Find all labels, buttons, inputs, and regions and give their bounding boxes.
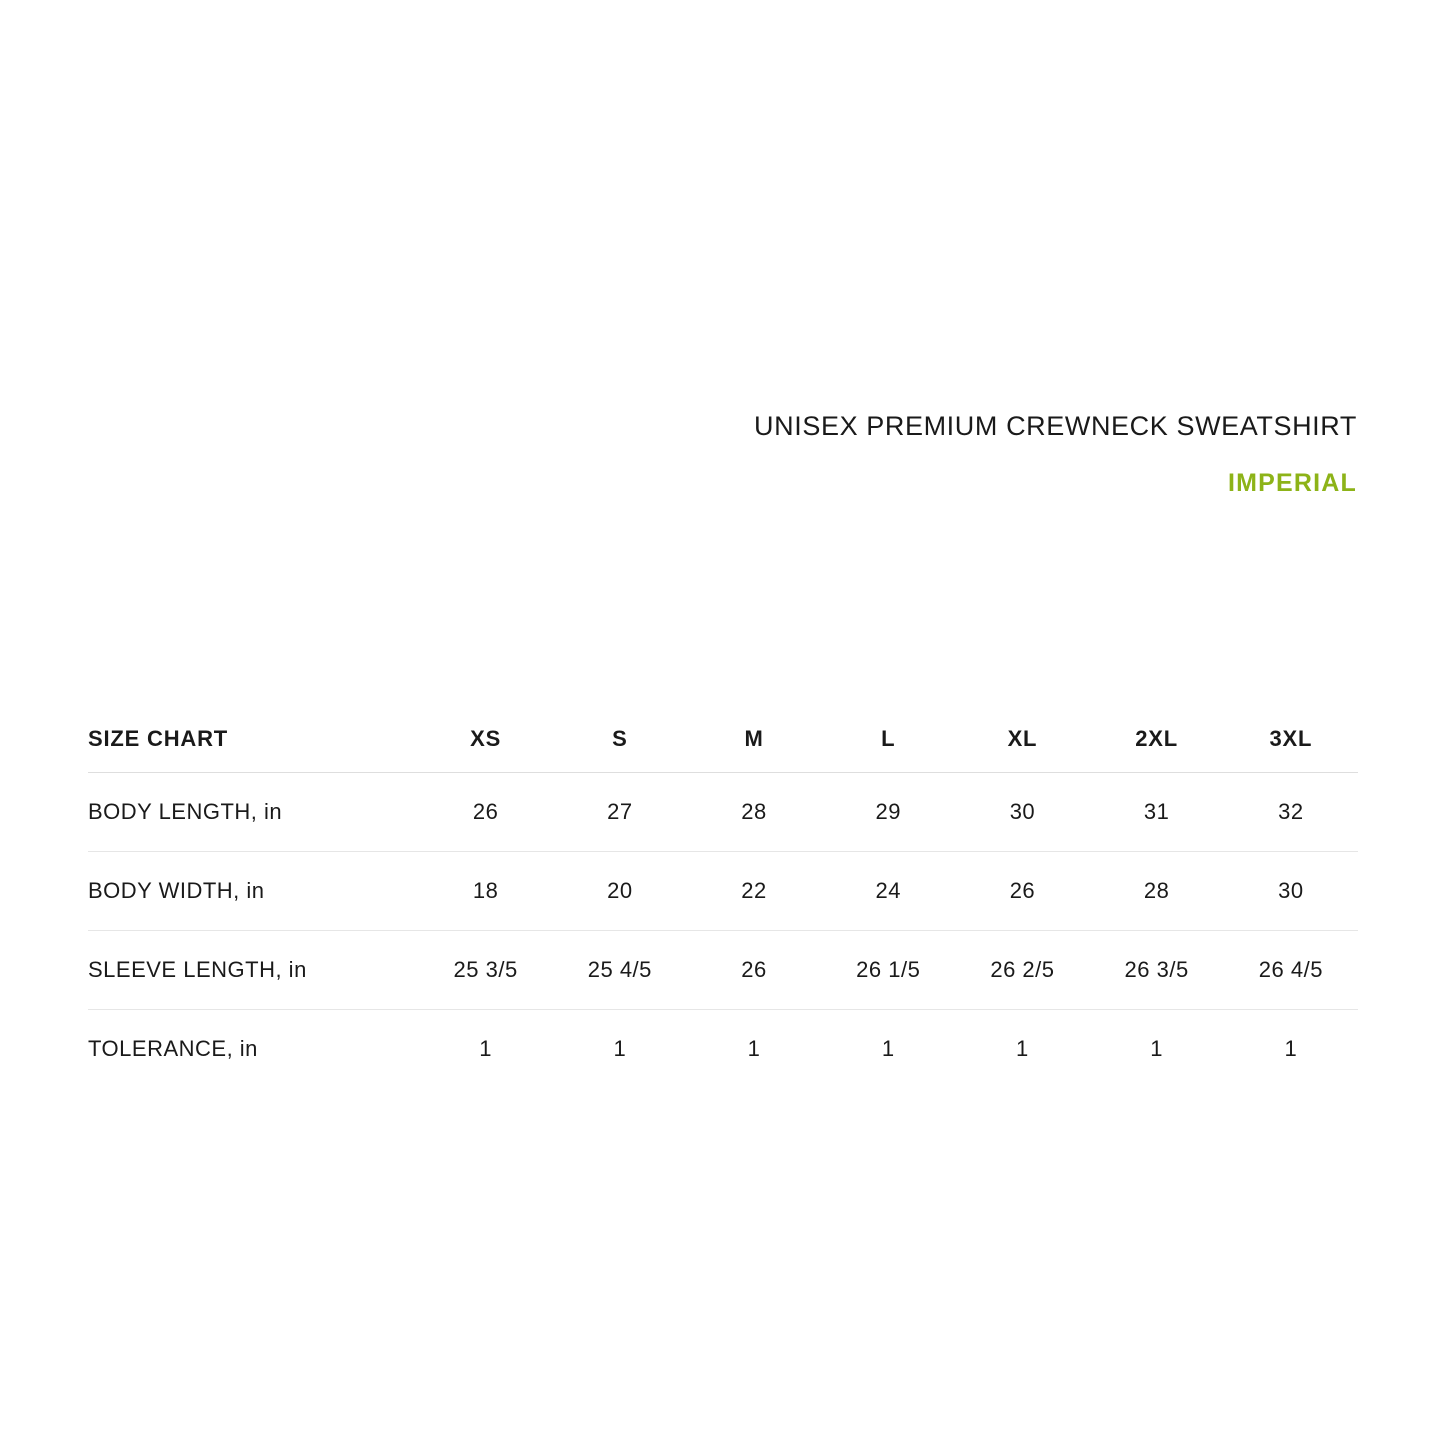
cell-tolerance-3xl: 1 bbox=[1284, 1036, 1298, 1062]
size-header-m: M bbox=[687, 706, 821, 773]
row-label-body-length: BODY LENGTH, in bbox=[88, 773, 419, 852]
unit-system-label: IMPERIAL bbox=[1227, 469, 1357, 498]
cell-tolerance-2xl: 1 bbox=[1150, 1036, 1163, 1062]
table-row bbox=[88, 773, 1358, 852]
size-header-l: L bbox=[821, 706, 955, 773]
cell-body-length-2xl: 31 bbox=[1090, 773, 1224, 852]
table-body bbox=[88, 773, 1358, 1089]
size-header-xs: XS bbox=[419, 706, 553, 773]
size-chart-table bbox=[88, 706, 1358, 1089]
page-title: UNISEX PREMIUM CREWNECK SWEATSHIRT bbox=[754, 411, 1357, 441]
table-row bbox=[88, 931, 1358, 1010]
cell-body-width-xl: 26 bbox=[955, 852, 1089, 931]
size-header-3xl: 3XL bbox=[1224, 706, 1358, 773]
cell-sleeve-length-xs: 25 3/5 bbox=[419, 931, 553, 1010]
chart-header bbox=[754, 410, 1357, 498]
cell-sleeve-length-3xl: 26 4/5 bbox=[1224, 931, 1358, 1010]
cell-body-width-2xl: 28 bbox=[1090, 852, 1224, 931]
cell-body-width-m: 22 bbox=[687, 852, 821, 931]
cell-body-length-xs: 26 bbox=[419, 773, 553, 852]
table-corner-label: SIZE CHART bbox=[88, 706, 419, 773]
cell-body-length-3xl: 32 bbox=[1224, 773, 1358, 852]
cell-body-length-xl: 30 bbox=[955, 773, 1089, 852]
table-row bbox=[88, 1010, 1358, 1089]
cell-body-length-m: 28 bbox=[687, 773, 821, 852]
table-header-row bbox=[88, 706, 1358, 773]
cell-sleeve-length-l: 26 1/5 bbox=[821, 931, 955, 1010]
table-row bbox=[88, 852, 1358, 931]
size-header-s: S bbox=[553, 706, 687, 773]
row-label-tolerance: TOLERANCE, in bbox=[88, 1036, 258, 1062]
cell-tolerance-s: 1 bbox=[613, 1036, 627, 1062]
cell-sleeve-length-s: 25 4/5 bbox=[553, 931, 687, 1010]
size-header-xl: XL bbox=[955, 706, 1089, 773]
cell-tolerance-xl: 1 bbox=[1016, 1036, 1029, 1062]
table-head bbox=[88, 706, 1358, 773]
cell-body-width-l: 24 bbox=[821, 852, 955, 931]
cell-body-length-s: 27 bbox=[553, 773, 687, 852]
cell-sleeve-length-2xl: 26 3/5 bbox=[1090, 931, 1224, 1010]
size-chart-table-wrapper bbox=[88, 706, 1358, 1089]
row-label-body-width: BODY WIDTH, in bbox=[88, 852, 419, 931]
row-label-sleeve-length: SLEEVE LENGTH, in bbox=[88, 931, 419, 1010]
cell-tolerance-m: 1 bbox=[747, 1036, 761, 1062]
cell-body-width-xs: 18 bbox=[419, 852, 553, 931]
cell-body-width-s: 20 bbox=[553, 852, 687, 931]
cell-body-length-l: 29 bbox=[821, 773, 955, 852]
cell-sleeve-length-m: 26 bbox=[687, 931, 821, 1010]
size-header-2xl: 2XL bbox=[1090, 706, 1224, 773]
cell-tolerance-xs: 1 bbox=[479, 1036, 492, 1062]
cell-sleeve-length-xl: 26 2/5 bbox=[955, 931, 1089, 1010]
cell-tolerance-l: 1 bbox=[881, 1036, 895, 1062]
cell-body-width-3xl: 30 bbox=[1224, 852, 1358, 931]
